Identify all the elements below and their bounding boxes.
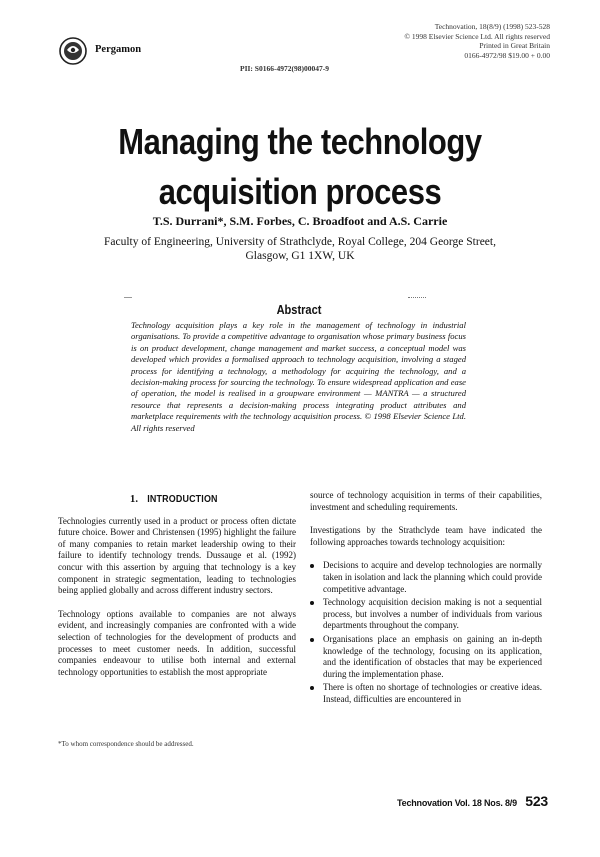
bullet-item <box>310 560 542 595</box>
footer-journal: Technovation Vol. 18 Nos. 8/9 <box>397 798 517 808</box>
author-list: T.S. Durrani*, S.M. Forbes, C. Broadfoot and A.S. Carrie <box>152 214 448 228</box>
bullet-list <box>310 560 542 705</box>
correspondence-footnote: *To whom correspondence should be addressed. <box>58 740 194 748</box>
bullet-dot-icon <box>310 686 314 690</box>
abstract-heading: Abstract <box>276 302 322 317</box>
body-paragraph: Technology options available to companies are not always evident, and increasingly companies are confronted with a wide selection of technologies for the development of products and processes to meet customer needs. In addition, successful companies endeavour to utilise both internal and external technology opportunities to establish the most appropriate <box>58 608 296 677</box>
bullet-item <box>310 682 542 705</box>
body-paragraph: source of technology acquisition in terms of their capabilities, investment and scheduling requirements. <box>310 490 542 512</box>
bullet-dot-icon <box>310 564 314 568</box>
journal-citation-block <box>330 22 550 60</box>
publisher-name: Pergamon <box>95 44 142 55</box>
bullet-dot-icon <box>310 601 314 605</box>
body-paragraph: Investigations by the Strathclyde team have indicated the following approaches towards technology acquisition: <box>310 525 542 547</box>
section-number: 1. <box>129 494 139 505</box>
bullet-text: Decisions to acquire and develop technologies are normally taken in isolation and lack the planning which could provide competitive advantage. <box>323 560 542 594</box>
abstract-rule-right <box>408 297 426 299</box>
bullet-text: Technology acquisition decision making is not a sequential process, but involves a number of individuals from various departments throughout the company. <box>323 597 542 631</box>
paper-title <box>42 117 558 217</box>
pii-identifier: PII: S0166-4972(98)00047-9 <box>240 64 329 73</box>
abstract-body: Technology acquisition plays a key role in the management of technology in industrial organisations. To provide a competitive advantage to organisation whose primary business focus is on product development, change management and market success, a conceptual model was developed which provides a formalised approach to technology acquisition, involving a staged process for identifying a technology, a methodology for acquiring the technology, and a decision-making process for sourcing the technology. To ensure widespread application and ease of operation, the model is realised in a groupware environment — MANTRA — a structured resource that represents a decision-making process integrating product attributes and marketplace requirements with the technology acquisition process. © 1998 Elsevier Science Ltd. All rights reserved <box>131 320 466 433</box>
copyright-line: © 1998 Elsevier Science Ltd. All rights reserved <box>404 31 550 41</box>
issn-price-line: 0166-4972/98 $19.00 + 0.00 <box>464 50 550 60</box>
journal-citation-line: Technovation, 18(8/9) (1998) 523-528 <box>434 22 550 31</box>
section-heading <box>58 494 296 506</box>
right-column <box>310 490 542 708</box>
printed-line: Printed in Great Britain <box>479 41 550 51</box>
body-paragraph: Technologies currently used in a product or process often dictate future choice. Bower and Christensen (1995) highlight the failure of many companies to retain market leadership owing to their failure to identify technology trends. Dussauge et al. (1992) concur with this assertion by arguing that technology is a key component in strategic segmentation, leading to technologies being applied globally and across different industry sectors. <box>58 515 296 596</box>
paper-title-line: Managing the technology <box>118 121 482 162</box>
pergamon-logo-icon <box>58 36 88 66</box>
bullet-dot-icon <box>310 638 314 642</box>
author-affiliation: Faculty of Engineering, University of Strathclyde, Royal College, 204 George Street, Glasgow, G1 1XW, UK <box>104 236 496 262</box>
abstract-rule-left <box>124 297 132 298</box>
bullet-item <box>310 634 542 680</box>
paper-title-line: acquisition process <box>158 171 442 212</box>
bullet-text: There is often no shortage of technologies or creative ideas. Instead, difficulties are encountered in <box>323 682 542 704</box>
section-title: INTRODUCTION <box>147 493 218 505</box>
page-footer <box>397 793 548 809</box>
left-column <box>58 484 296 690</box>
page-number: 523 <box>525 793 548 809</box>
bullet-item <box>310 597 542 632</box>
bullet-text: Organisations place an emphasis on gaining an in-depth knowledge of the technology, focusing on its application, and the identification of obstacles that may be experienced during the implementation phase. <box>323 633 542 679</box>
